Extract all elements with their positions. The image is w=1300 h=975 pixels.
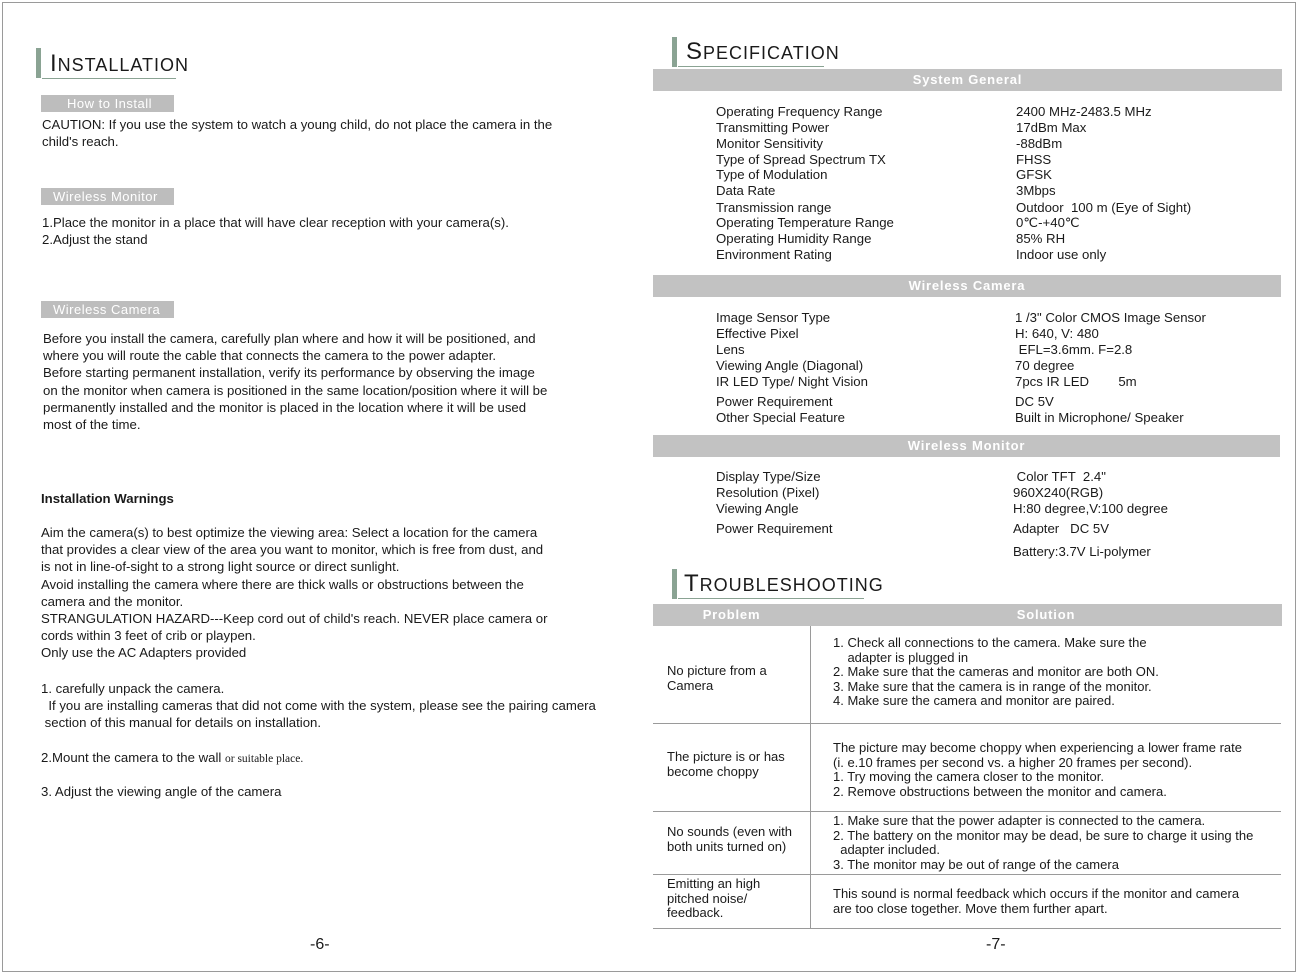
table-row-divider xyxy=(653,928,1281,929)
problem-cell: No sounds (even with both units turned on) xyxy=(667,824,793,854)
problem-cell: No picture from a Camera xyxy=(667,663,767,693)
solution-cell: 1. Make sure that the power adapter is connected to the camera. 2. The battery on the monitor may be dead, be sure to charge it using the adapter included. 3. The monitor may be out of range of the camera xyxy=(833,813,1254,872)
spec-value: 85% RH xyxy=(1016,231,1066,246)
spec-value: 17dBm Max xyxy=(1016,120,1087,135)
spec-label: Type of Spread Spectrum TX xyxy=(716,152,886,167)
installation-warnings-title: Installation Warnings xyxy=(41,491,174,506)
page-number-right: -7- xyxy=(986,936,1006,953)
problem-column-header: Problem xyxy=(702,607,761,622)
spec-label: Transmitting Power xyxy=(716,120,830,135)
spec-value: 960X240(RGB) xyxy=(1013,485,1104,500)
table-column-divider xyxy=(810,626,811,928)
spec-label: Operating Humidity Range xyxy=(716,231,872,246)
installation-heading-bar xyxy=(36,48,41,78)
installation-heading: INSTALLATION xyxy=(50,50,190,77)
spec-label: Power Requirement xyxy=(716,521,833,536)
how-to-install-label: How to Install xyxy=(41,95,174,112)
monitor-steps: 1.Place the monitor in a place that will have clear reception with your camera(s). 2.Adjust the stand xyxy=(42,215,509,248)
spec-value: DC 5V xyxy=(1015,394,1054,409)
page-number-left: -6- xyxy=(310,936,330,953)
solution-cell: The picture may become choppy when experiencing a lower frame rate (i. e.10 frames per second vs. a higher 20 frames per second). 1. Try moving the camera closer to the monitor. 2. Remove obstructions between the monitor and camera. xyxy=(833,740,1242,799)
step-2: 2.Mount the camera to the wall or suitable place. xyxy=(41,750,304,765)
wireless-monitor-label: Wireless Monitor xyxy=(41,188,174,205)
spec-label: Image Sensor Type xyxy=(716,310,831,325)
system-general-band: System General xyxy=(653,69,1282,91)
spec-label: Transmission range xyxy=(716,200,832,215)
spec-label: Operating Frequency Range xyxy=(716,104,883,119)
spec-value: 2400 MHz-2483.5 MHz xyxy=(1016,104,1152,119)
problem-cell: The picture is or has become choppy xyxy=(667,749,785,779)
step-3: 3. Adjust the viewing angle of the camera xyxy=(41,784,282,799)
spec-value: 7pcs IR LED 5m xyxy=(1015,374,1137,389)
spec-value: EFL=3.6mm. F=2.8 xyxy=(1015,342,1133,357)
step-1: 1. carefully unpack the camera. If you are installing cameras that did not come with the system, please see the pairing camera section of this manual for details on installation. xyxy=(41,681,596,731)
specification-heading-bar xyxy=(672,37,677,67)
solution-column-header: Solution xyxy=(1016,607,1076,622)
installation-heading-underline xyxy=(42,78,176,79)
spec-value: Indoor use only xyxy=(1016,247,1107,262)
table-row-divider xyxy=(653,723,1281,724)
spec-value: GFSK xyxy=(1016,167,1052,182)
spec-value: Outdoor 100 m (Eye of Sight) xyxy=(1016,200,1192,215)
spec-label: Display Type/Size xyxy=(716,469,821,484)
solution-cell: This sound is normal feedback which occurs if the monitor and camera are too close together. Move them further apart. xyxy=(833,886,1240,916)
specification-heading: SPECIFICATION xyxy=(686,38,840,65)
spec-label: Other Special Feature xyxy=(716,410,846,425)
table-row-divider xyxy=(653,874,1281,875)
spec-label: Type of Modulation xyxy=(716,167,828,182)
solution-cell: 1. Check all connections to the camera. Make sure the adapter is plugged in 2. Make sure that the cameras and monitor are both ON. 3. Make sure that the camera is in range of the monitor. 4. Make sure the camera and monitor are paired. xyxy=(833,635,1159,708)
spec-label: Data Rate xyxy=(716,183,776,198)
spec-label: Monitor Sensitivity xyxy=(716,136,824,151)
spec-value: 3Mbps xyxy=(1016,183,1056,198)
warnings-paragraph: Aim the camera(s) to best optimize the viewing area: Select a location for the camera that provides a clear view of the area you want to monitor, which is free from dust, and is not in line-of-sight to a strong light source or direct sunlight. Avoid installing the camera where there are thick walls or obstructions between the camera and the monitor. STRANGULATION HAZARD---Keep cord out of child's reach. NEVER place camera or cords within 3 feet of crib or playpen. Only use the AC Adapters provided xyxy=(41,525,548,661)
spec-value: FHSS xyxy=(1016,152,1052,167)
troubleshooting-heading-bar xyxy=(672,569,677,599)
spec-value: 1 /3" Color CMOS Image Sensor xyxy=(1015,310,1206,325)
spec-label: Resolution (Pixel) xyxy=(716,485,820,500)
specification-heading-underline xyxy=(678,66,824,67)
spec-label: Effective Pixel xyxy=(716,326,799,341)
spec-value: 70 degree xyxy=(1015,358,1075,373)
spec-label: IR LED Type/ Night Vision xyxy=(716,374,868,389)
caution-text: CAUTION: If you use the system to watch a young child, do not place the camera in the child's reach. xyxy=(42,117,553,150)
spec-value: Adapter DC 5V xyxy=(1013,521,1110,536)
spec-value: 0℃-+40℃ xyxy=(1016,215,1080,230)
spec-label: Viewing Angle xyxy=(716,501,799,516)
spec-label: Viewing Angle (Diagonal) xyxy=(716,358,864,373)
wireless-camera-label: Wireless Camera xyxy=(41,301,174,318)
spec-value: H:80 degree,V:100 degree xyxy=(1013,501,1168,516)
wireless-monitor-band: Wireless Monitor xyxy=(653,435,1280,457)
wireless-camera-band: Wireless Camera xyxy=(653,275,1281,297)
troubleshooting-heading: TROUBLESHOOTING xyxy=(684,570,884,597)
spec-value: Color TFT 2.4" xyxy=(1013,469,1106,484)
spec-value: Built in Microphone/ Speaker xyxy=(1015,410,1184,425)
spec-label: Lens xyxy=(716,342,745,357)
spec-label: Operating Temperature Range xyxy=(716,215,894,230)
camera-paragraph: Before you install the camera, carefully plan where and how it will be positioned, and where you will route the cable that connects the camera to the power adapter. Before starting permanent installation, verify its performance by observing the image on the monitor when camera is positioned in the same location/position where it will be permanently installed and the monitor is placed in the location where it will be used most of the time. xyxy=(43,331,548,433)
battery-spec: Battery:3.7V Li-polymer xyxy=(1013,544,1151,559)
table-row-divider xyxy=(653,811,1281,812)
spec-value: -88dBm xyxy=(1016,136,1063,151)
spec-value: H: 640, V: 480 xyxy=(1015,326,1099,341)
spec-label: Power Requirement xyxy=(716,394,833,409)
problem-cell: Emitting an high pitched noise/ feedback. xyxy=(667,876,761,920)
troubleshooting-heading-underline xyxy=(678,598,864,599)
spec-label: Environment Rating xyxy=(716,247,832,262)
